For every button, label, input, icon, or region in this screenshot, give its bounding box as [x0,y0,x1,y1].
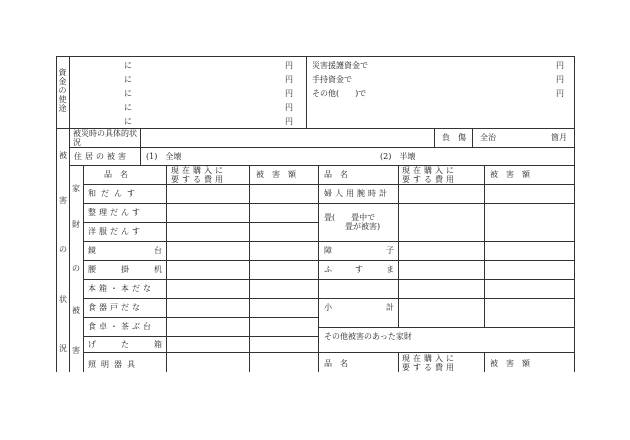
unit: 円 [285,117,293,126]
right-item-other: その他被害のあった家財 [324,332,412,341]
fund-source-label: その他( )で [312,89,367,98]
col-cost-header-2: 要する費用 [171,175,226,184]
unit: 円 [285,89,293,98]
item-1: 和だんす [88,189,140,198]
months-label: 箇月 [551,133,567,142]
option-full-destruction: (1) 全壊 [146,152,182,161]
household-label-char-3: の [72,264,80,273]
unit: 円 [285,75,293,84]
household-label-char-4: 被 [72,306,80,315]
fund-source-label: 手持資金で [312,75,352,84]
unit: 円 [556,61,564,70]
right-item-subtotal: 小計 [324,303,394,312]
household-label-char-2: 財 [72,220,80,229]
col-damage-header: 被 害 額 [256,170,296,179]
item-9: げた箱 [88,340,162,349]
option-half-destruction: (2) 半壊 [380,152,416,161]
right-item-tatami-1: 畳( 畳中で [324,213,376,222]
full-recovery-label: 全治 [480,133,496,142]
right-col-cost-header-1: 現在購入に [402,166,457,175]
unit: 円 [556,89,564,98]
footer-col-cost-header-2: 要する費用 [402,363,457,372]
item-4: 鏡台 [88,246,162,255]
situation-label: 被災時の具体的状況 [73,129,137,147]
item-7: 食器戸だな [88,303,143,312]
damage-label-char-5: 況 [59,344,67,353]
particle: に [124,61,132,70]
item-10: 照明器具 [88,360,140,369]
item-8: 食卓・茶ぶ台 [88,322,154,331]
unit: 円 [285,61,293,70]
particle: に [124,117,132,126]
fund-source-label: 災害援護資金で [312,61,368,70]
right-col-cost-header-2: 要する費用 [402,175,457,184]
injury-label: 負 傷 [442,133,466,142]
damage-label-char-1: 被 [59,151,67,160]
damage-label-char-4: 状 [59,295,67,304]
footer-col-damage-header: 被 害 額 [490,359,530,368]
particle: に [124,89,132,98]
right-item-shoji: 障子 [324,246,394,255]
damage-label-char-2: 害 [59,196,67,205]
footer-col-cost-header-1: 現在購入に [402,354,457,363]
funds-label: 資金の使途 [58,68,67,113]
damage-label-char-3: の [59,245,67,254]
footer-col-item-header: 品 名 [324,359,348,368]
particle: に [124,75,132,84]
particle: に [124,103,132,112]
item-6: 本箱・本だな [88,284,154,293]
right-item-watch: 婦人用腕時計 [324,189,390,198]
right-col-damage-header: 被 害 額 [490,170,530,179]
item-2: 整理だんす [88,208,143,217]
col-item-header: 品 名 [104,170,128,179]
household-label-char-1: 家 [72,184,80,193]
col-cost-header-1: 現在購入に [171,166,226,175]
item-5: 腰掛机 [88,265,162,274]
dwelling-label: 住居の被害 [74,152,129,161]
item-3: 洋服だんす [88,227,143,236]
household-label-char-5: 害 [72,346,80,355]
right-col-item-header: 品 名 [324,170,348,179]
unit: 円 [285,103,293,112]
right-item-tatami-2: 畳が被害) [345,222,381,231]
unit: 円 [556,75,564,84]
right-item-fusuma: ふすま [324,265,394,274]
